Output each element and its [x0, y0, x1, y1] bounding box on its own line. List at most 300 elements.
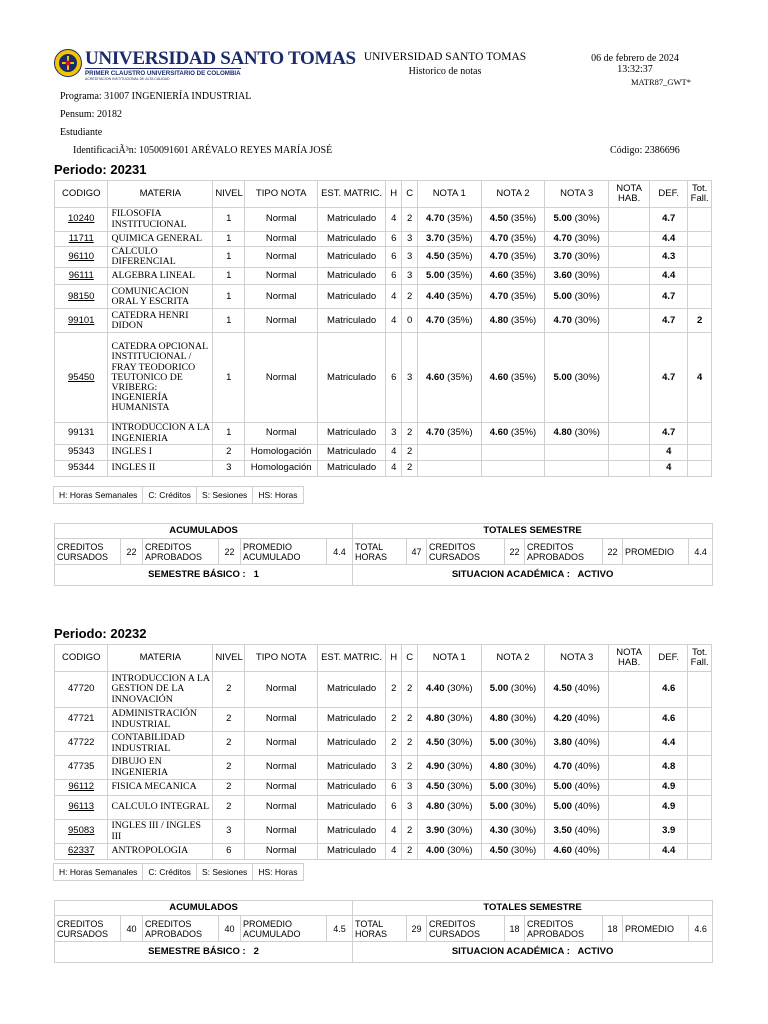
grade-weight: (30%): [447, 683, 473, 695]
semester-credits-approved-label: CREDITOS APROBADOS: [525, 539, 603, 565]
course-level: 1: [213, 208, 245, 232]
enrollment-status: Matriculado: [318, 844, 386, 860]
grade-value: 5.00: [553, 371, 572, 383]
grade-type: Normal: [245, 708, 318, 732]
table-row: [55, 708, 712, 732]
weekly-hours: 2: [386, 672, 402, 708]
grade-weight: (40%): [574, 781, 600, 793]
grade-weight: (35%): [510, 371, 537, 383]
grade-type: Normal: [245, 796, 318, 820]
weekly-hours: 4: [386, 444, 402, 460]
course-code-link[interactable]: 95450: [55, 333, 108, 423]
grade-weight: (30%): [447, 801, 473, 813]
grade-weight: (30%): [447, 737, 473, 749]
grade-value: 5.00: [426, 270, 445, 282]
grade-value: 3.70: [553, 250, 572, 262]
total-hours-label: TOTAL HORAS: [353, 916, 407, 942]
grade-value: 4.70: [489, 250, 509, 262]
final-grade: 4: [650, 460, 688, 476]
grade-3: [545, 820, 609, 844]
grades-table: [54, 644, 712, 860]
column-header-n2: NOTA 2: [481, 181, 545, 208]
enrollment-status: Matriculado: [318, 268, 386, 285]
grade-weight: (35%): [447, 371, 473, 383]
grade-weight: (40%): [574, 825, 600, 837]
course-code: 95344: [55, 460, 108, 476]
remedial-grade: [609, 708, 650, 732]
course-code-link[interactable]: 11711: [55, 232, 108, 247]
final-grade: 4.7: [650, 333, 688, 423]
accumulated-credits-taken: 40: [121, 916, 143, 942]
column-header-hab: NOTA HAB.: [609, 181, 650, 208]
course-level: 6: [213, 844, 245, 860]
grade-3: [545, 333, 609, 423]
enrollment-status: Matriculado: [318, 333, 386, 423]
course-level: 1: [213, 333, 245, 423]
legend-hours: H: Horas Semanales: [53, 486, 143, 504]
grade-value: 4.40: [426, 290, 445, 302]
grade-value: 4.60: [553, 845, 572, 857]
grade-value: 4.50: [426, 781, 445, 793]
grade-value: 4.60: [426, 371, 445, 383]
accumulated-average-label: PROMEDIO ACUMULADO: [241, 539, 327, 565]
grade-value: 4.60: [489, 371, 509, 383]
course-name: DIBUJO EN INGENIERIA: [108, 756, 213, 780]
grade-value: 4.80: [426, 801, 445, 813]
grade-value: 4.80: [489, 713, 509, 725]
course-code-link[interactable]: 96113: [55, 796, 108, 820]
final-grade: 4.6: [650, 672, 688, 708]
academic-status-value: ACTIVO: [577, 569, 614, 580]
accumulated-credits-approved: 40: [219, 916, 241, 942]
legend-hours: H: Horas Semanales: [53, 863, 143, 881]
grade-weight: (30%): [510, 845, 537, 857]
course-name: INGLES III / INGLES III: [108, 820, 213, 844]
grade-value: 4.30: [489, 825, 509, 837]
course-code-link[interactable]: 98150: [55, 285, 108, 309]
table-header-row: [55, 645, 712, 672]
grade-value: 4.20: [553, 713, 572, 725]
grade-value: 3.50: [553, 825, 572, 837]
grade-weight: (30%): [510, 683, 537, 695]
course-code: 95343: [55, 444, 108, 460]
final-grade: 4.4: [650, 232, 688, 247]
grade-1: [417, 844, 481, 860]
student-label: Estudiante: [60, 127, 103, 138]
grade-value: 4.00: [426, 845, 445, 857]
grade-weight: (30%): [574, 427, 600, 439]
grade-weight: (40%): [574, 713, 600, 725]
total-absences: [688, 232, 712, 247]
accumulated-header: ACUMULADOS: [55, 524, 353, 539]
column-header-def: DEF.: [650, 645, 688, 672]
course-level: 2: [213, 796, 245, 820]
grade-2: [481, 672, 545, 708]
accumulated-average: 4.5: [327, 916, 353, 942]
credits: 2: [402, 756, 417, 780]
grade-1: [417, 232, 481, 247]
grade-weight: (30%): [510, 761, 537, 773]
remedial-grade: [609, 780, 650, 796]
remedial-grade: [609, 208, 650, 232]
semester-average-label: PROMEDIO: [623, 916, 689, 942]
final-grade: 4.7: [650, 285, 688, 309]
accumulated-average: 4.4: [327, 539, 353, 565]
period-title: Periodo: 20232: [54, 626, 147, 641]
total-absences: [688, 444, 712, 460]
credits: 2: [402, 444, 417, 460]
grade-weight: (30%): [574, 232, 600, 244]
weekly-hours: 6: [386, 232, 402, 247]
column-header-c: C: [402, 645, 417, 672]
grade-weight: (35%): [447, 314, 473, 326]
grade-2: [481, 844, 545, 860]
grade-2: [481, 247, 545, 268]
final-grade: 4.3: [650, 247, 688, 268]
table-header-row: [55, 181, 712, 208]
basic-semester-label: SEMESTRE BÁSICO :: [148, 946, 246, 957]
grade-1: [417, 268, 481, 285]
legend-credits: C: Créditos: [142, 486, 197, 504]
course-code-link[interactable]: 62337: [55, 844, 108, 860]
grade-2: [481, 820, 545, 844]
enrollment-status: Matriculado: [318, 460, 386, 476]
column-header-codigo: CODIGO: [55, 645, 108, 672]
grade-value: 4.50: [489, 213, 509, 225]
grade-weight: (30%): [574, 270, 600, 282]
grade-3: [545, 460, 609, 476]
grade-value: 4.90: [426, 761, 445, 773]
credits: 3: [402, 796, 417, 820]
course-level: 1: [213, 232, 245, 247]
semester-credits-approved-label: CREDITOS APROBADOS: [525, 916, 603, 942]
accumulated-credits-taken-label: CREDITOS CURSADOS: [55, 539, 121, 565]
table-row: [55, 309, 712, 333]
course-name: ADMINISTRACIÓN INDUSTRIAL: [108, 708, 213, 732]
grade-value: 5.00: [553, 801, 572, 813]
grade-3: [545, 672, 609, 708]
column-header-materia: MATERIA: [108, 645, 213, 672]
grade-value: 4.60: [489, 427, 509, 439]
semester-credits-taken-label: CREDITOS CURSADOS: [427, 916, 505, 942]
accumulated-credits-taken-label: CREDITOS CURSADOS: [55, 916, 121, 942]
remedial-grade: [609, 796, 650, 820]
grade-weight: (40%): [574, 761, 600, 773]
table-row: [55, 732, 712, 756]
remedial-grade: [609, 844, 650, 860]
credits: 2: [402, 732, 417, 756]
grade-weight: (35%): [447, 290, 473, 302]
table-row: [55, 423, 712, 444]
grade-type: Normal: [245, 672, 318, 708]
grade-2: [481, 423, 545, 444]
grade-type: Normal: [245, 780, 318, 796]
credits: 0: [402, 309, 417, 333]
credits: 2: [402, 208, 417, 232]
grade-value: 4.70: [489, 232, 509, 244]
final-grade: 4.8: [650, 756, 688, 780]
grade-weight: (30%): [447, 761, 473, 773]
academic-status: [353, 565, 713, 586]
grade-3: [545, 232, 609, 247]
total-hours: 29: [407, 916, 427, 942]
grade-2: [481, 444, 545, 460]
column-header-h: H: [386, 645, 402, 672]
final-grade: 4.9: [650, 780, 688, 796]
basic-semester-value: 1: [253, 569, 259, 580]
semester-credits-taken: 18: [505, 916, 525, 942]
grade-value: 4.50: [553, 683, 572, 695]
grade-type: Normal: [245, 820, 318, 844]
grade-weight: (35%): [447, 270, 473, 282]
university-logo: [54, 48, 356, 82]
pensum-line: Pensum: 20182: [60, 109, 122, 120]
grade-type: Normal: [245, 232, 318, 247]
credits: 2: [402, 423, 417, 444]
final-grade: 4.9: [650, 796, 688, 820]
grade-type: Normal: [245, 333, 318, 423]
grade-type: Normal: [245, 756, 318, 780]
summary-footer-row: [55, 942, 713, 963]
grade-1: [417, 780, 481, 796]
course-code: 47721: [55, 708, 108, 732]
grade-1: [417, 796, 481, 820]
remedial-grade: [609, 285, 650, 309]
grade-type: Normal: [245, 268, 318, 285]
grade-value: 4.70: [426, 213, 445, 225]
basic-semester-value: 2: [253, 946, 259, 957]
academic-status-label: SITUACION ACADÉMICA :: [451, 946, 570, 957]
logo-wordmark: UNIVERSIDAD SANTO TOMAS: [85, 48, 356, 69]
remedial-grade: [609, 444, 650, 460]
column-header-n3: NOTA 3: [545, 645, 609, 672]
grade-weight: (30%): [447, 781, 473, 793]
semester-credits-approved: 18: [603, 916, 623, 942]
grade-3: [545, 309, 609, 333]
table-row: [55, 333, 712, 423]
grade-value: 4.50: [426, 737, 445, 749]
column-header-codigo: CODIGO: [55, 181, 108, 208]
summary-values-row: [55, 916, 713, 942]
grade-weight: (35%): [510, 270, 537, 282]
course-code: 99131: [55, 423, 108, 444]
credits: 2: [402, 708, 417, 732]
grade-weight: (30%): [574, 250, 600, 262]
weekly-hours: 4: [386, 844, 402, 860]
total-absences: [688, 460, 712, 476]
grade-2: [481, 796, 545, 820]
remedial-grade: [609, 756, 650, 780]
course-code-link[interactable]: 96112: [55, 780, 108, 796]
credits: 2: [402, 844, 417, 860]
remedial-grade: [609, 268, 650, 285]
remedial-grade: [609, 247, 650, 268]
column-header-def: DEF.: [650, 181, 688, 208]
semester-average-label: PROMEDIO: [623, 539, 689, 565]
table-row: [55, 444, 712, 460]
remedial-grade: [609, 820, 650, 844]
grade-type: Normal: [245, 309, 318, 333]
legend-hs: HS: Horas: [252, 863, 303, 881]
course-level: 2: [213, 732, 245, 756]
period-summary: [54, 523, 713, 586]
grade-weight: (35%): [510, 290, 537, 302]
grade-value: 4.40: [426, 683, 445, 695]
grade-3: [545, 732, 609, 756]
course-name: FILOSOFIA INSTITUCIONAL: [108, 208, 213, 232]
total-hours-label: TOTAL HORAS: [353, 539, 407, 565]
grade-weight: (30%): [574, 213, 600, 225]
course-code-link[interactable]: 96111: [55, 268, 108, 285]
semester-totals-header: TOTALES SEMESTRE: [353, 524, 713, 539]
grade-weight: (30%): [447, 825, 473, 837]
grade-1: [417, 444, 481, 460]
column-header-n3: NOTA 3: [545, 181, 609, 208]
legend-sessions: S: Sesiones: [196, 486, 253, 504]
total-absences: [688, 708, 712, 732]
course-code-link[interactable]: 10240: [55, 208, 108, 232]
grade-3: [545, 844, 609, 860]
enrollment-status: Matriculado: [318, 780, 386, 796]
enrollment-status: Matriculado: [318, 285, 386, 309]
final-grade: 4.6: [650, 708, 688, 732]
grade-3: [545, 756, 609, 780]
grade-3: [545, 780, 609, 796]
credits: 3: [402, 247, 417, 268]
grade-weight: (30%): [447, 845, 473, 857]
academic-status-value: ACTIVO: [577, 946, 614, 957]
course-level: 1: [213, 268, 245, 285]
column-header-fall: Tot. Fall.: [688, 645, 712, 672]
logo-tagline: PRIMER CLAUSTRO UNIVERSITARIO DE COLOMBIA: [85, 70, 241, 77]
weekly-hours: 6: [386, 780, 402, 796]
credits: 2: [402, 672, 417, 708]
legend: [54, 863, 304, 881]
course-name: CALCULO DIFERENCIAL: [108, 247, 213, 268]
table-row: [55, 780, 712, 796]
grade-value: 4.70: [553, 314, 572, 326]
grade-weight: (30%): [510, 781, 537, 793]
report-date: 06 de febrero de 2024: [591, 53, 679, 64]
grade-value: 5.00: [489, 737, 509, 749]
course-name: INGLES II: [108, 460, 213, 476]
column-header-c: C: [402, 181, 417, 208]
grade-weight: (35%): [510, 427, 537, 439]
grade-weight: (35%): [447, 427, 473, 439]
grade-weight: (35%): [447, 213, 473, 225]
semester-credits-approved: 22: [603, 539, 623, 565]
column-header-fall: Tot. Fall.: [688, 181, 712, 208]
grade-2: [481, 780, 545, 796]
table-row: [55, 756, 712, 780]
final-grade: 3.9: [650, 820, 688, 844]
semester-average: 4.6: [689, 916, 713, 942]
course-code-link[interactable]: 96110: [55, 247, 108, 268]
remedial-grade: [609, 672, 650, 708]
grade-1: [417, 460, 481, 476]
grade-3: [545, 796, 609, 820]
enrollment-status: Matriculado: [318, 820, 386, 844]
final-grade: 4.7: [650, 208, 688, 232]
grade-1: [417, 732, 481, 756]
enrollment-status: Matriculado: [318, 208, 386, 232]
grade-weight: (35%): [510, 232, 537, 244]
course-name: COMUNICACION ORAL Y ESCRITA: [108, 285, 213, 309]
course-name: ALGEBRA LINEAL: [108, 268, 213, 285]
grade-value: 3.90: [426, 825, 445, 837]
weekly-hours: 2: [386, 732, 402, 756]
accumulated-credits-approved-label: CREDITOS APROBADOS: [143, 539, 219, 565]
grade-value: 5.00: [553, 781, 572, 793]
identification-line: IdentificaciÃ³n: 1050091601 ARÉVALO REYES MARÍA JOSÉ: [73, 145, 333, 156]
column-header-nivel: NIVEL: [213, 181, 245, 208]
basic-semester: [55, 565, 353, 586]
grade-value: 5.00: [489, 683, 509, 695]
course-level: 3: [213, 460, 245, 476]
grade-type: Normal: [245, 285, 318, 309]
grade-2: [481, 460, 545, 476]
grade-weight: (30%): [510, 801, 537, 813]
grade-value: 4.70: [426, 314, 445, 326]
grade-3: [545, 423, 609, 444]
grade-weight: (30%): [510, 825, 537, 837]
enrollment-status: Matriculado: [318, 708, 386, 732]
course-level: 2: [213, 672, 245, 708]
weekly-hours: 4: [386, 208, 402, 232]
course-code-link[interactable]: 95083: [55, 820, 108, 844]
course-name: CONTABILIDAD INDUSTRIAL: [108, 732, 213, 756]
course-code-link[interactable]: 99101: [55, 309, 108, 333]
course-level: 2: [213, 780, 245, 796]
credits: 3: [402, 268, 417, 285]
grade-value: 4.70: [553, 761, 572, 773]
course-name: CATEDRA HENRI DIDON: [108, 309, 213, 333]
column-header-n2: NOTA 2: [481, 645, 545, 672]
column-header-hab: NOTA HAB.: [609, 645, 650, 672]
grade-type: Homologación: [245, 460, 318, 476]
course-level: 1: [213, 423, 245, 444]
grade-type: Normal: [245, 844, 318, 860]
grade-value: 5.00: [489, 781, 509, 793]
grades-table: [54, 180, 712, 477]
grade-value: 4.70: [489, 290, 509, 302]
course-code: 47735: [55, 756, 108, 780]
grade-2: [481, 309, 545, 333]
grade-weight: (35%): [447, 250, 473, 262]
summary-footer-row: [55, 565, 713, 586]
report-code: MATR87_GWT*: [631, 77, 691, 87]
column-header-n1: NOTA 1: [417, 181, 481, 208]
enrollment-status: Matriculado: [318, 247, 386, 268]
document-title: UNIVERSIDAD SANTO TOMAS: [363, 51, 527, 63]
weekly-hours: 6: [386, 268, 402, 285]
remedial-grade: [609, 309, 650, 333]
total-absences: [688, 423, 712, 444]
total-absences: [688, 844, 712, 860]
column-header-tipo: TIPO NOTA: [245, 645, 318, 672]
final-grade: 4.4: [650, 732, 688, 756]
enrollment-status: Matriculado: [318, 444, 386, 460]
table-row: [55, 844, 712, 860]
grade-weight: (35%): [510, 213, 537, 225]
grade-2: [481, 285, 545, 309]
program-line: Programa: 31007 INGENIERÍA INDUSTRIAL: [60, 91, 252, 102]
remedial-grade: [609, 232, 650, 247]
grade-weight: (40%): [574, 801, 600, 813]
remedial-grade: [609, 423, 650, 444]
column-header-nivel: NIVEL: [213, 645, 245, 672]
remedial-grade: [609, 460, 650, 476]
